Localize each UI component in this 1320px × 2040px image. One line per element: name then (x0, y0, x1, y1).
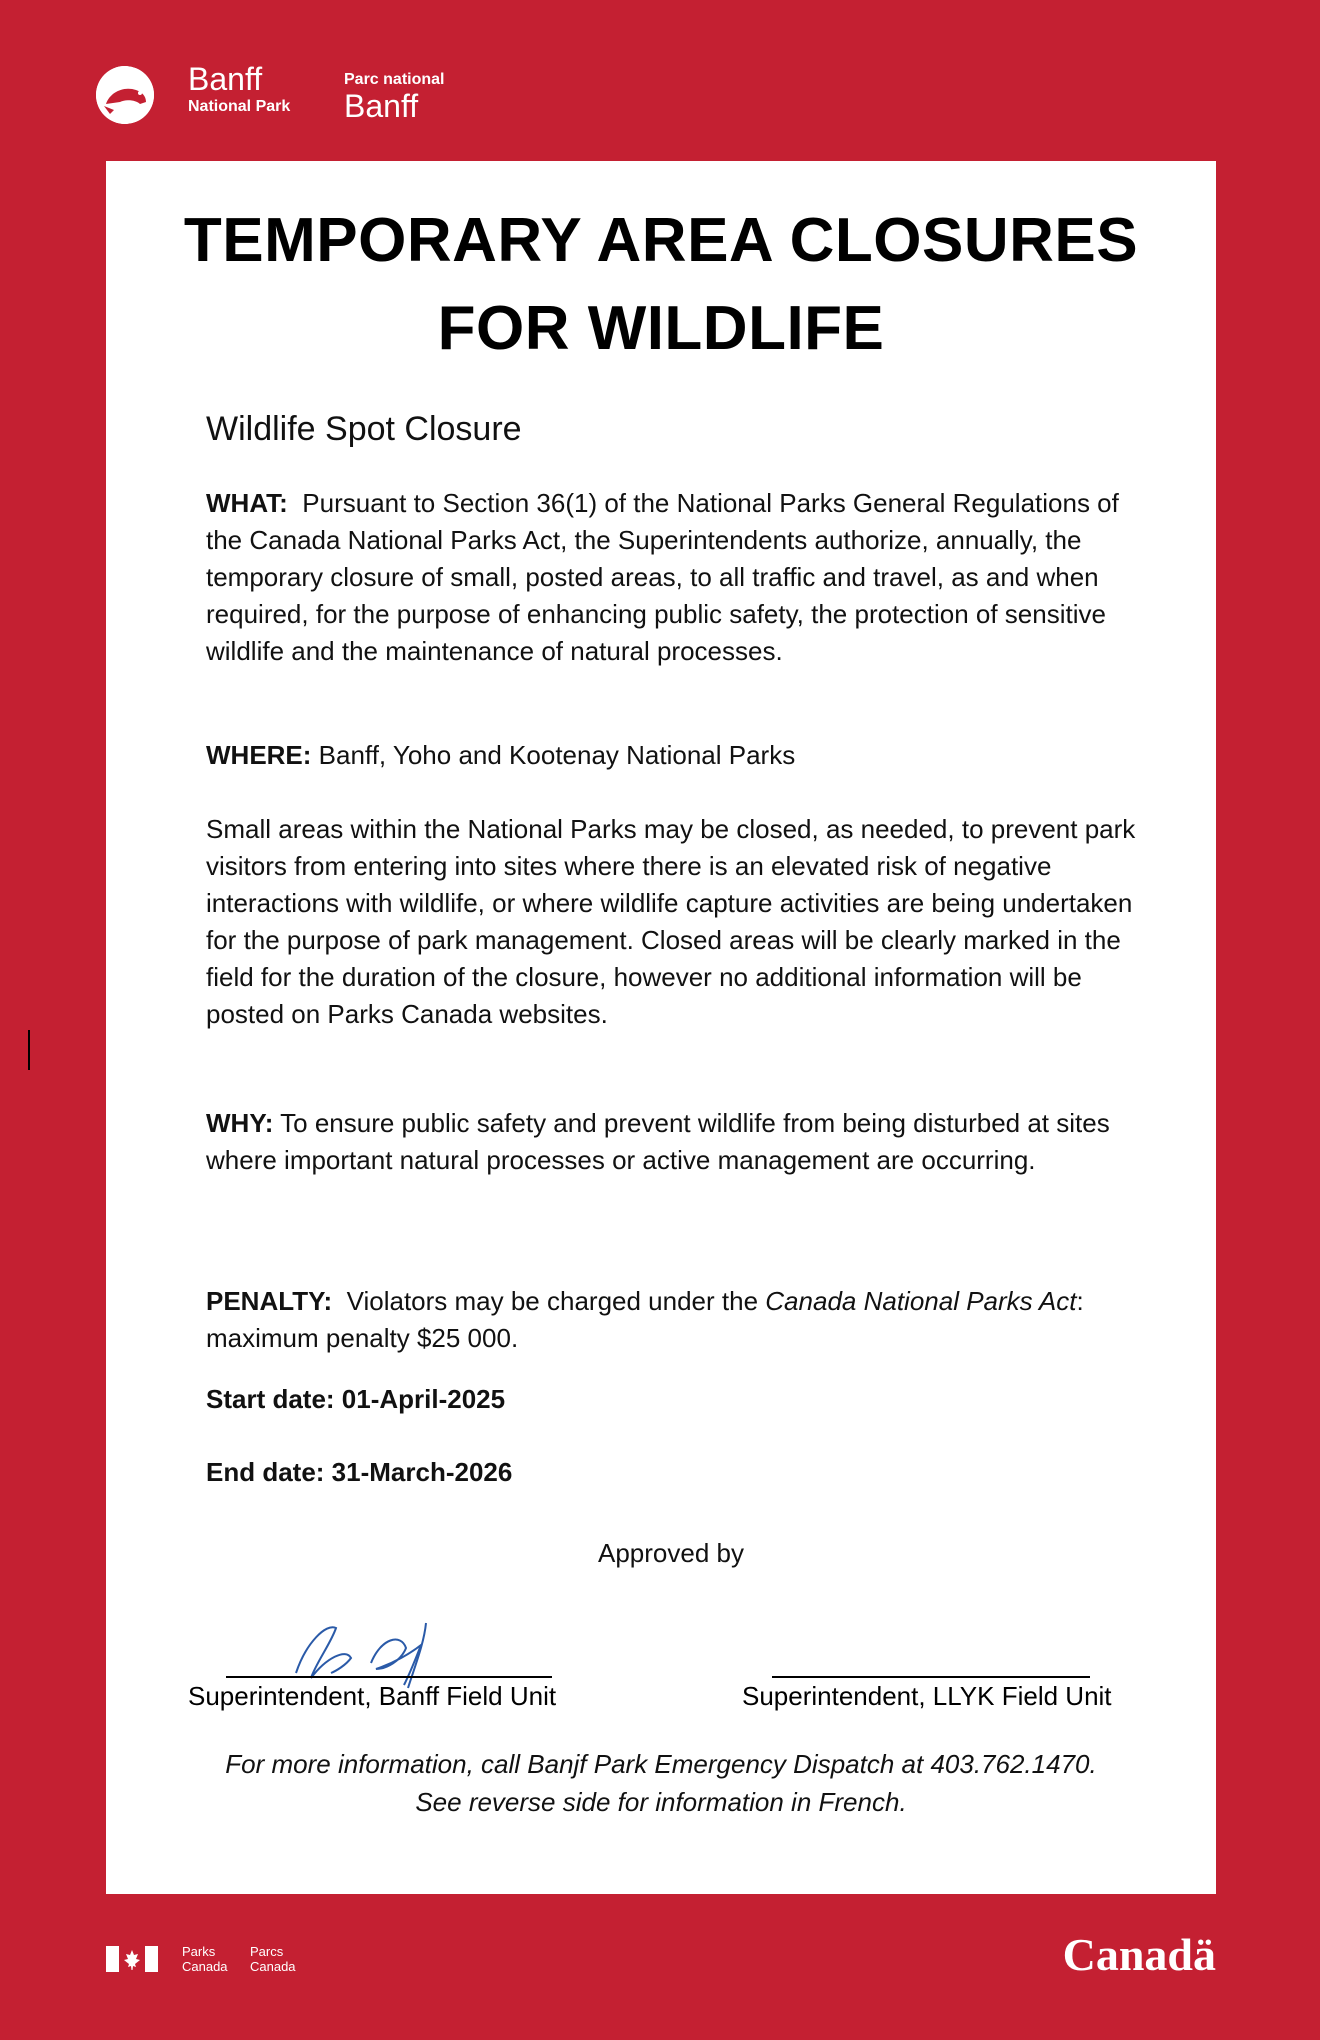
parks-en-2: Canada (182, 1959, 228, 1974)
signature-mark (276, 1603, 456, 1693)
text-cursor (28, 1030, 30, 1070)
brand-fr-line2: Banff (344, 88, 419, 124)
penalty-post: : maximum penalty $25 000. (206, 1286, 1084, 1353)
signature-line-left (226, 1676, 552, 1678)
canada-flag-icon (106, 1946, 158, 1972)
more-info (106, 1745, 1216, 1821)
approved-by: Approved by (598, 1538, 744, 1568)
brand-fr-line1: Parc national (344, 71, 445, 88)
why-text: To ensure public safety and prevent wildlife from being disturbed at sites where important natural processes or active management are occurring. (206, 1108, 1110, 1175)
what-label: WHAT: (206, 488, 288, 518)
notice-title (106, 197, 1216, 373)
brand-french (344, 70, 444, 122)
end-date: End date: 31-March-2026 (206, 1457, 513, 1487)
brand-en-line2: National Park (188, 98, 291, 115)
brand-en-line1: Banff (188, 61, 263, 97)
parks-en-1: Parks (182, 1944, 216, 1959)
parks-canada-fr (250, 1944, 296, 1974)
penalty-pre: Violators may be charged under the (346, 1286, 759, 1316)
info-line1: For more information, call Banjf Park Emergency Dispatch at 403.762.1470. (225, 1749, 1097, 1779)
sig-right-label: Superintendent, LLYK Field Unit (742, 1681, 1112, 1711)
signature-line-right (772, 1676, 1090, 1678)
parks-canada-en (182, 1944, 228, 1974)
small-areas-paragraph: Small areas within the National Parks may be closed, as needed, to prevent park visitors from entering into sites where there is an elevated risk of negative interactions with wildlife, or where wildlife capture activities are being undertaken for the purpose of park management. Closed areas will be clearly marked in the field for the duration of the closure, however no additional information will be posted on Parks Canada websites. (206, 814, 1136, 1029)
penalty-paragraph (206, 1283, 1136, 1357)
title-line2: FOR WILDLIFE (437, 294, 885, 363)
penalty-label: PENALTY: (206, 1286, 333, 1316)
brand-english (188, 62, 290, 118)
sig-left-label: Superintendent, Banff Field Unit (188, 1681, 557, 1711)
notice-sheet (106, 161, 1216, 1894)
where-label: WHERE: (206, 740, 312, 770)
notice-subtitle: Wildlife Spot Closure (206, 410, 522, 448)
where-text: Banff, Yoho and Kootenay National Parks (318, 740, 796, 770)
start-date: Start date: 01-April-2025 (206, 1384, 506, 1414)
title-line1: TEMPORARY AREA CLOSURES (183, 206, 1139, 275)
parks-fr-2: Canada (250, 1959, 296, 1974)
info-line2: See reverse side for information in French. (415, 1787, 907, 1817)
canada-wordmark: Canadä (1062, 1929, 1216, 1980)
why-label: WHY: (206, 1108, 274, 1138)
what-paragraph (206, 485, 1136, 670)
parks-canada-signature (106, 1942, 346, 1978)
where-paragraph (206, 737, 1136, 774)
why-paragraph (206, 1105, 1136, 1179)
parks-fr-1: Parcs (250, 1944, 284, 1959)
beaver-icon (96, 66, 154, 124)
what-text: Pursuant to Section 36(1) of the National Parks General Regulations of the Canada National Parks Act, the Superintendents authorize, annually, the temporary closure of small, posted areas, to all traffic and travel, as and when required, for the purpose of enhancing public safety, the protection of sensitive wildlife and the maintenance of natural processes. (206, 488, 1119, 666)
banff-logo (96, 62, 476, 132)
penalty-act: Canada National Parks Act (765, 1286, 1077, 1316)
